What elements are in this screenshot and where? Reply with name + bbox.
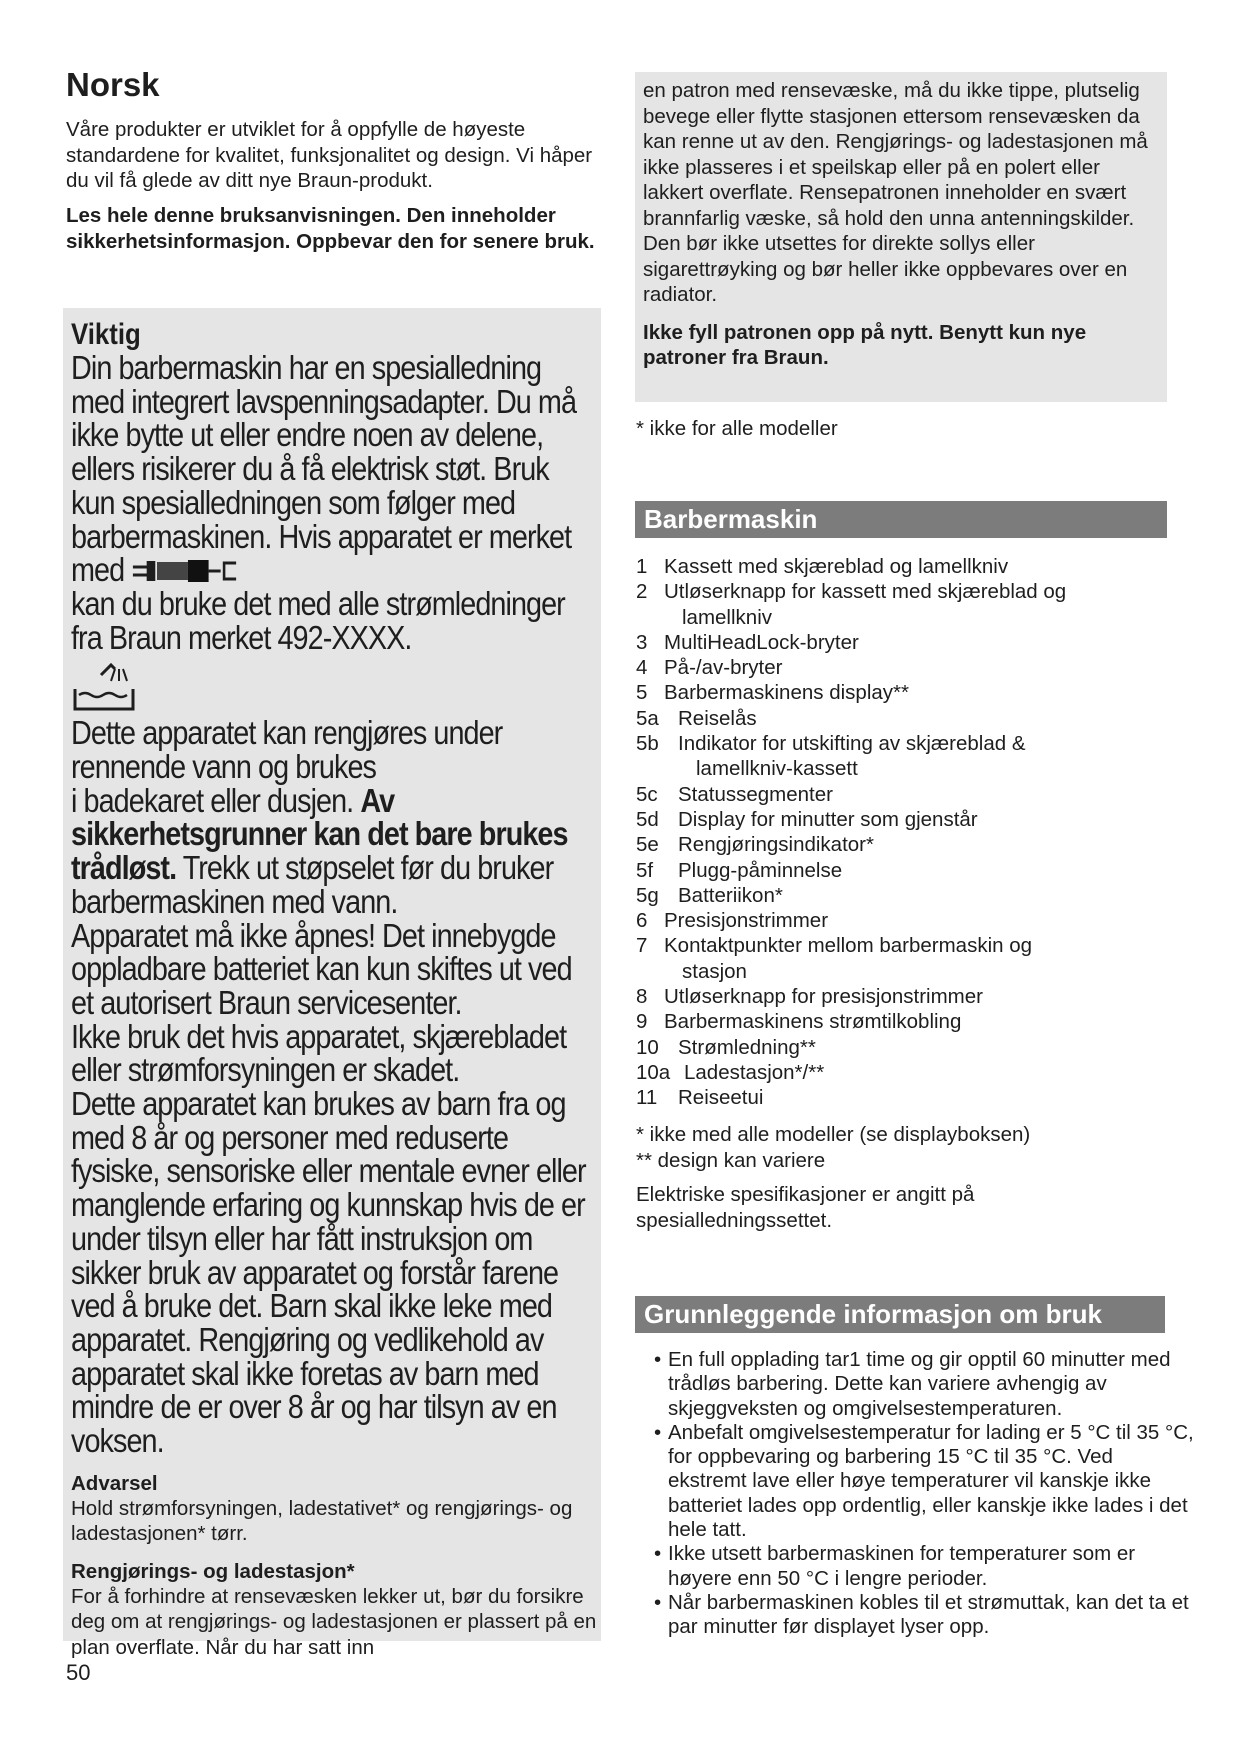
parts-list [636, 554, 1166, 1111]
part-number: 5f [636, 858, 654, 882]
part-number: 5a [636, 706, 659, 730]
part-label-continued: stasjon [682, 959, 747, 983]
continued-warning-box [635, 72, 1167, 402]
basic-info-section-heading: Grunnleggende informasjon om bruk [635, 1296, 1165, 1333]
part-label: Barbermaskinens strømtilkobling [664, 1010, 962, 1034]
part-label: MultiHeadLock-bryter [664, 630, 859, 654]
important-p2-bold: Av sikkerhetsgrunner kan det bare brukes trådløst. [71, 782, 568, 888]
list-item [636, 655, 1166, 680]
important-p1-text: Din barbermaskin har en spesialledning med integrert lavspenningsadapter. Du må ikke bytte ut eller endre noen av delene, ellers risikerer du å få elektrisk støt. Bruk kun spesialledningen som følger med barbermaskinen. Hvis apparatet er merket med [71, 350, 577, 590]
important-paragraph-1 [71, 352, 597, 655]
shower-bath-icon [71, 655, 143, 717]
part-number: 5g [636, 883, 659, 907]
bullet-text: Når barbermaskinen kobles til et strømuttak, kan det ta et par minutter før displayet lyser opp. [668, 1590, 1189, 1639]
list-item [636, 706, 1166, 731]
list-item [636, 883, 1166, 908]
footnote-2: ** design kan variere [636, 1148, 826, 1172]
bullet-text: Ikke utsett barbermaskinen for temperaturer som er høyere enn 50 °C i lengre perioder. [668, 1542, 1136, 1590]
part-number: 6 [636, 909, 648, 933]
intro-bold-text: Les hele denne bruksanvisningen. Den inneholder sikkerhetsinformasjon. Oppbevar den for senere bruk. [66, 204, 595, 253]
important-p2-start: i badekaret eller dusjen. [71, 782, 354, 820]
important-p1-end: kan du bruke det med alle strømledninger fra Braun merket 492-XXXX. [71, 585, 565, 657]
list-item [636, 832, 1166, 857]
list-item [636, 807, 1166, 832]
warning-heading: Advarsel [71, 1471, 158, 1495]
part-number: 4 [636, 656, 648, 680]
bath-text: Dette apparatet kan rengjøres under rennende vann og brukes [71, 715, 503, 787]
part-label: Presisjonstrimmer [664, 909, 829, 933]
bath-row [71, 655, 601, 787]
continued-text: en patron med rensevæske, må du ikke tippe, plutselig bevege eller flytte stasjonen ettersom rensevæsken da kan renne ut av den. Rengjørings- og ladestasjonen må ikke plasseres i et speilskap eller på en polert eller lakkert overflate. Rensepatronen inneholder en svært brannfarlig væske, så hold den unna antenningskilder. Den bør ikke utsettes for direkte sollys eller sigarettrøyking og bør heller ikke oppbevares over en radiator. [643, 79, 1148, 306]
list-item [636, 680, 1166, 705]
footnotes [636, 1122, 1030, 1173]
part-number: 10a [636, 1060, 671, 1084]
footnote-1: * ikke med alle modeller (se displayboksen) [636, 1123, 1031, 1146]
continued-bold-text: Ikke fyll patronen opp på nytt. Benytt kun nye patroner fra Braun. [643, 320, 1087, 369]
part-label: På-/av-bryter [664, 656, 783, 680]
part-label-continued: lamellkniv-kassett [696, 757, 858, 781]
important-box [63, 308, 601, 1659]
important-p2-end: Trekk ut støpselet før du bruker barbermaskinen med vann. [71, 850, 554, 921]
part-number: 5c [636, 782, 658, 806]
part-label: Utløserknapp for kassett med skjæreblad og [664, 580, 1067, 604]
warning-text: Hold strømforsyningen, ladestativet* og rengjørings- og ladestasjonen* tørr. [71, 1496, 573, 1546]
list-item [636, 782, 1166, 807]
part-label: Ladestasjon*/** [684, 1060, 825, 1084]
important-paragraph-4: Ikke bruk det hvis apparatet, skjærebladet eller strømforsyningen er skadet. [71, 1018, 567, 1090]
page-number: 50 [66, 1660, 91, 1685]
plug-symbol-icon [131, 558, 243, 584]
part-label: Strømledning** [678, 1035, 816, 1059]
part-label: Batteriikon* [678, 883, 783, 907]
part-number: 5e [636, 833, 659, 857]
part-number: 3 [636, 630, 648, 654]
bullet-icon: • [654, 1348, 662, 1371]
part-label: Kassett med skjæreblad og lamellkniv [664, 555, 1009, 578]
important-paragraph-2 [71, 782, 597, 921]
part-number: 11 [636, 1086, 658, 1110]
intro-text: Våre produkter er utviklet for å oppfylle de høyeste standardene for kvalitet, funksjonalitet og design. Vi håper du vil få glede av ditt nye Braun-produkt. [66, 118, 593, 192]
important-heading: Viktig [71, 318, 141, 351]
important-content [71, 314, 601, 1660]
list-item [636, 908, 1166, 933]
important-paragraph-3: Apparatet må ikke åpnes! Det innebygde oppladbare batteriet kan kun skiftes ut ved et autorisert Braun servicesenter. [71, 917, 572, 1022]
list-item [636, 933, 1166, 984]
bullet-text: En full opplading tar1 time og gir opptil 60 minutter med trådløs barbering. Dette kan variere avhengig av skjeggveksten og omgivelsestemperaturen. [668, 1348, 1171, 1420]
important-paragraph-5: Dette apparatet kan brukes av barn fra og med 8 år og personer med reduserte fysiske, sensoriske eller mentale evner eller manglende erfaring og kunnskap hvis de er under tilsyn eller har fått instruksjon om sikker bruk av apparatet og forstår farene ved å bruke det. Barn skal ikke leke med apparatet. Rengjøring og vedlikehold av apparatet skal ikke foretas av barn med mindre de er over 8 år og har tilsyn av en voksen. [71, 1086, 586, 1461]
list-item [636, 630, 1166, 655]
part-number: 8 [636, 985, 648, 1009]
list-item [654, 1590, 1194, 1640]
part-number: 7 [636, 934, 648, 958]
station-heading: Rengjørings- og ladestasjon* [71, 1559, 355, 1583]
part-number: 9 [636, 1010, 648, 1034]
part-label: Rengjøringsindikator* [678, 833, 874, 857]
station-text: For å forhindre at rensevæsken lekker ut, bør du forsikre deg om at rengjørings- og ladestasjonen er plassert på en plan overflate. Når du har satt inn [71, 1584, 597, 1659]
list-item [636, 731, 1166, 782]
part-number: 2 [636, 580, 648, 604]
list-item [654, 1542, 1194, 1591]
part-label: Utløserknapp for presisjonstrimmer [664, 985, 983, 1009]
bullet-icon: • [654, 1590, 662, 1614]
list-item [636, 554, 1166, 579]
list-item [654, 1420, 1194, 1542]
list-item [636, 579, 1166, 630]
part-label-continued: lamellkniv [682, 605, 772, 629]
specs-text: Elektriske spesifikasjoner er angitt på spesialledningssettet. [636, 1183, 975, 1232]
part-label: Barbermaskinens display** [664, 681, 909, 705]
part-number: 1 [636, 555, 648, 578]
part-number: 5 [636, 681, 648, 705]
shaver-section-heading: Barbermaskin [635, 501, 1167, 538]
bullet-text: Anbefalt omgivelsestemperatur for lading er 5 °C til 35 °C, for oppbevaring og barbering 15 °C til 35 °C. Ved ekstremt lave eller høye temperaturer vil kanskje ikke batteriet lades opp ordentlig, eller kanskje ikke lades i det hele tatt. [668, 1420, 1194, 1542]
part-label: Indikator for utskifting av skjæreblad & [678, 732, 1026, 756]
part-number: 5d [636, 807, 659, 831]
list-item [654, 1348, 1194, 1421]
list-item [636, 858, 1166, 883]
part-label: Statussegmenter [678, 782, 833, 806]
list-item [636, 1009, 1166, 1034]
part-number: 5b [636, 732, 659, 756]
list-item [636, 1035, 1166, 1060]
part-label: Reiseetui [678, 1086, 764, 1110]
list-item [636, 1085, 1166, 1110]
part-label: Reiselås [678, 706, 757, 730]
part-number: 10 [636, 1035, 659, 1059]
continued-content [643, 78, 1163, 371]
part-label: Kontaktpunkter mellom barbermaskin og [664, 934, 1033, 958]
part-label: Plugg-påminnelse [678, 858, 843, 882]
page-title: Norsk [66, 66, 160, 103]
not-all-models-note: * ikke for alle modeller [636, 417, 838, 440]
basic-info-bullets [654, 1348, 1194, 1640]
list-item [636, 1060, 1166, 1085]
list-item [636, 984, 1166, 1009]
bullet-icon: • [654, 1420, 662, 1444]
bullet-icon: • [654, 1542, 662, 1566]
part-label: Display for minutter som gjenstår [678, 807, 978, 831]
